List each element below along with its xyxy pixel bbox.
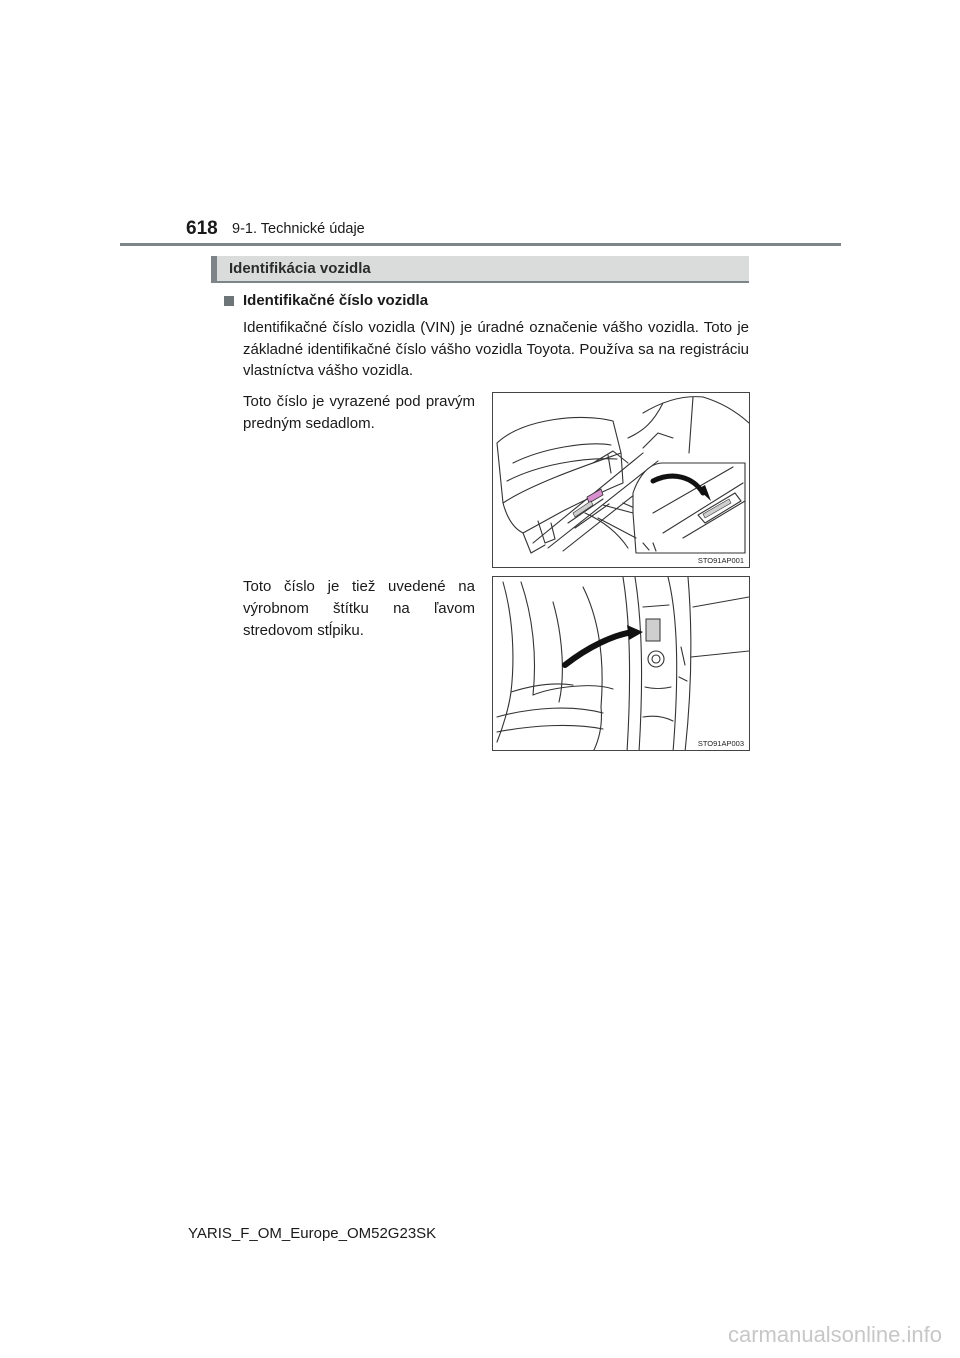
seat-floor-vin-illustration-icon (493, 393, 750, 568)
watermark-text: carmanualsonline.info (727, 1322, 942, 1347)
center-pillar-label-illustration-icon (493, 577, 750, 751)
intro-paragraph: Identifikačné číslo vozidla (VIN) je úradné označenie vášho vozidla. Toto je základné identifikačné číslo vášho vozidla Toyota. Používa sa na registráciu vlastníctva vášho vozidla. (243, 319, 749, 379)
page-number: 618 (186, 218, 218, 239)
section-bar (211, 256, 749, 283)
square-bullet-icon (224, 296, 234, 306)
header-rule (120, 243, 841, 246)
sub-heading-text: Identifikačné číslo vozidla (243, 292, 429, 309)
figure-code: STO91AP003 (697, 739, 744, 748)
sub-heading (224, 292, 428, 309)
chapter-title: 9-1. Technické údaje (232, 221, 365, 237)
figure-center-pillar (492, 576, 750, 751)
section-title: Identifikácia vozidla (229, 260, 371, 277)
figure-seat-floor (492, 392, 750, 568)
figure-code: STO91AP001 (697, 556, 744, 565)
location-text-seat: Toto číslo je vyrazené pod pravým predným sedadlom. (243, 393, 475, 432)
location-text-pillar: Toto číslo je tiež uvedené na výrobnom štítku na ľavom stredovom stĺpiku. (243, 578, 475, 639)
footer-doc-id: YARIS_F_OM_Europe_OM52G23SK (188, 1225, 437, 1242)
